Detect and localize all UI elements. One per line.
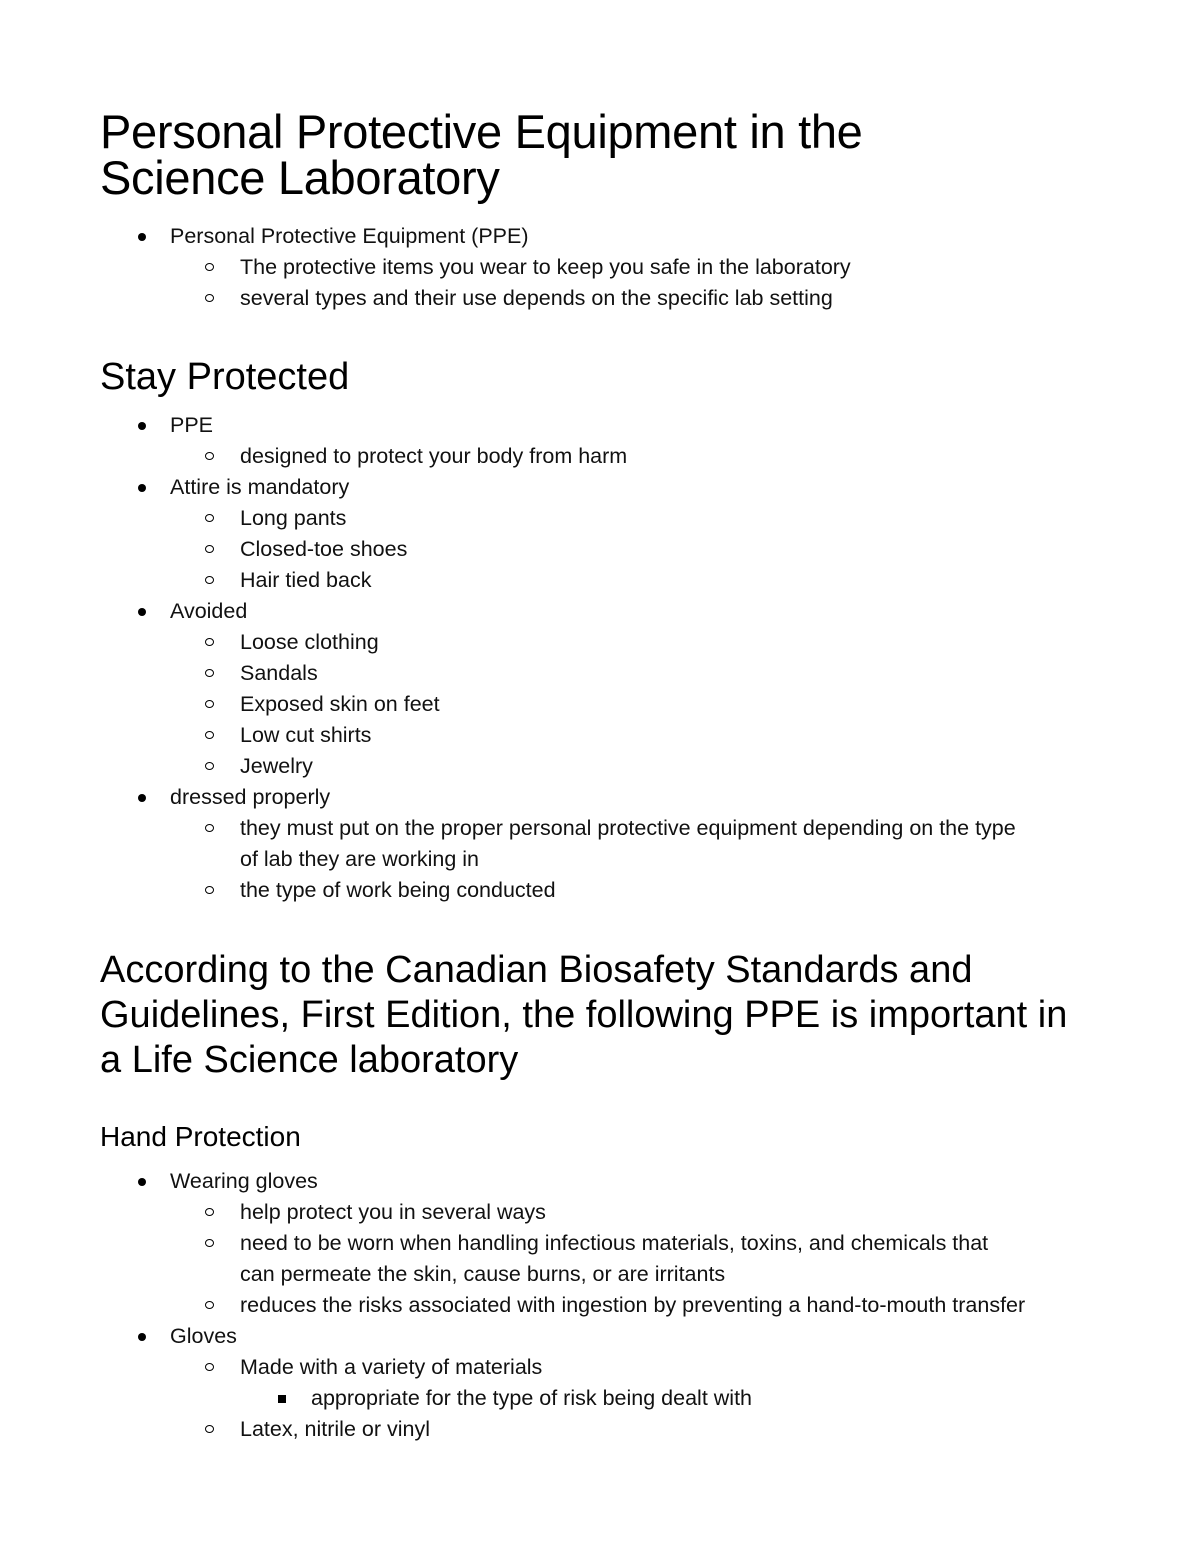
- list-item: Exposed skin on feet: [100, 689, 1110, 720]
- section-heading-canadian: [100, 948, 1110, 1083]
- list-item: Made with a variety of materials: [100, 1352, 1110, 1383]
- list-item: PPE: [100, 410, 1110, 441]
- bullet-circle-icon: [205, 545, 214, 553]
- stay-protected-list: [100, 410, 1110, 906]
- bullet-circle-icon: [205, 824, 214, 832]
- list-item: designed to protect your body from harm: [100, 441, 1110, 472]
- list-item: Jewelry: [100, 751, 1110, 782]
- list-item: Long pants: [100, 503, 1110, 534]
- bullet-circle-icon: [205, 762, 214, 770]
- bullet-dot-icon: [138, 608, 146, 616]
- list-item: the type of work being conducted: [100, 875, 1110, 906]
- bullet-dot-icon: [138, 422, 146, 430]
- bullet-circle-icon: [205, 886, 214, 894]
- list-item: need to be worn when handling infectious materials, toxins, and chemicals that: [100, 1228, 1110, 1259]
- list-item: Gloves: [100, 1321, 1110, 1352]
- bullet-circle-icon: [205, 1239, 214, 1247]
- list-item-continuation: of lab they are working in: [240, 847, 480, 871]
- list-item: Attire is mandatory: [100, 472, 1110, 503]
- bullet-circle-icon: [205, 1363, 214, 1371]
- list-item: The protective items you wear to keep you safe in the laboratory: [100, 252, 1110, 283]
- bullet-circle-icon: [205, 1301, 214, 1309]
- bullet-circle-icon: [205, 294, 214, 302]
- list-item: appropriate for the type of risk being dealt with: [100, 1383, 1110, 1414]
- document-title: [100, 104, 1110, 206]
- bullet-circle-icon: [205, 1425, 214, 1433]
- canadian-heading-line-2: Guidelines, First Edition, the following PPE is important in: [100, 994, 1068, 1036]
- bullet-circle-icon: [205, 731, 214, 739]
- bullet-dot-icon: [138, 794, 146, 802]
- bullet-dot-icon: [138, 1178, 146, 1186]
- bullet-circle-icon: [205, 452, 214, 460]
- list-item: Sandals: [100, 658, 1110, 689]
- title-line-1: Personal Protective Equipment in the: [100, 105, 863, 158]
- hand-protection-list: [100, 1166, 1110, 1445]
- bullet-circle-icon: [205, 669, 214, 677]
- list-item: Closed-toe shoes: [100, 534, 1110, 565]
- list-item: Avoided: [100, 596, 1110, 627]
- bullet-dot-icon: [138, 233, 146, 241]
- canadian-heading-line-1: According to the Canadian Biosafety Standards and: [100, 949, 973, 991]
- list-item: Low cut shirts: [100, 720, 1110, 751]
- list-item: reduces the risks associated with ingestion by preventing a hand-to-mouth transfer: [100, 1290, 1110, 1321]
- bullet-dot-icon: [138, 484, 146, 492]
- list-item: Latex, nitrile or vinyl: [100, 1414, 1110, 1445]
- section-heading-stay-protected: Stay Protected: [100, 356, 350, 398]
- bullet-circle-icon: [205, 700, 214, 708]
- bullet-dot-icon: [138, 1333, 146, 1341]
- list-item: Personal Protective Equipment (PPE): [100, 221, 1110, 252]
- list-item: they must put on the proper personal protective equipment depending on the type: [100, 813, 1110, 844]
- canadian-heading-line-3: a Life Science laboratory: [100, 1039, 519, 1081]
- list-item: dressed properly: [100, 782, 1110, 813]
- bullet-circle-icon: [205, 514, 214, 522]
- section-heading-hand-protection: Hand Protection: [100, 1121, 301, 1152]
- list-item: Hair tied back: [100, 565, 1110, 596]
- list-item: several types and their use depends on the specific lab setting: [100, 283, 1110, 314]
- list-item-continuation: can permeate the skin, cause burns, or are irritants: [240, 1262, 726, 1286]
- list-item: help protect you in several ways: [100, 1197, 1110, 1228]
- bullet-square-icon: [278, 1395, 286, 1403]
- bullet-circle-icon: [205, 638, 214, 646]
- list-item: Loose clothing: [100, 627, 1110, 658]
- intro-list: [100, 221, 1110, 314]
- title-line-2: Science Laboratory: [100, 151, 500, 204]
- bullet-circle-icon: [205, 1208, 214, 1216]
- bullet-circle-icon: [205, 576, 214, 584]
- bullet-circle-icon: [205, 263, 214, 271]
- list-item: Wearing gloves: [100, 1166, 1110, 1197]
